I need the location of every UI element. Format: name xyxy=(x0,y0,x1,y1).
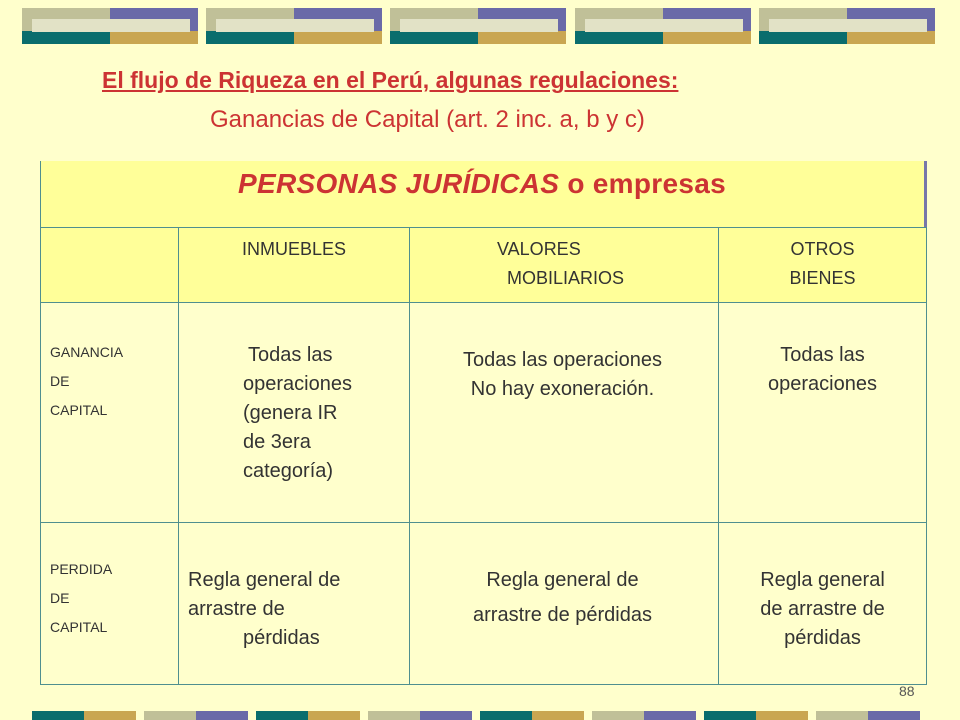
row-label-ganancia: GANANCIA DE CAPITAL xyxy=(50,344,124,418)
cell-ganancia-inmuebles: Todas las operaciones (genera IR de 3era categoría) xyxy=(243,344,352,482)
header-main: PERSONAS JURÍDICAS xyxy=(238,168,560,199)
row-label-perdida: PERDIDA DE CAPITAL xyxy=(50,561,113,635)
slide-title: El flujo de Riqueza en el Perú, algunas regulaciones: xyxy=(102,67,679,93)
header-rest: o empresas xyxy=(559,168,726,199)
decor-block xyxy=(759,8,935,44)
col-header-valores: VALORES MOBILIARIOS xyxy=(497,239,625,288)
cell-ganancia-valores: Todas las operaciones No hay exoneración. xyxy=(462,349,662,400)
col-header-otros: OTROS BIENES xyxy=(789,239,856,288)
page-number: 88 xyxy=(899,683,915,699)
cell-ganancia-otros: Todas las operaciones xyxy=(768,344,877,395)
col-header-inmuebles: INMUEBLES xyxy=(241,239,347,259)
cell-perdida-inmuebles: Regla general de arrastre de pérdidas xyxy=(188,569,341,649)
cell-perdida-otros: Regla general de arrastre de pérdidas xyxy=(760,569,885,649)
decor-block xyxy=(390,8,566,44)
decor-block xyxy=(575,8,751,44)
table-header-title xyxy=(40,168,924,200)
slide-subtitle: Ganancias de Capital (art. 2 inc. a, b y c) xyxy=(210,106,645,133)
decor-block xyxy=(22,8,198,44)
decor-block xyxy=(206,8,382,44)
cell-perdida-valores: Regla general de arrastre de pérdidas xyxy=(473,569,652,626)
